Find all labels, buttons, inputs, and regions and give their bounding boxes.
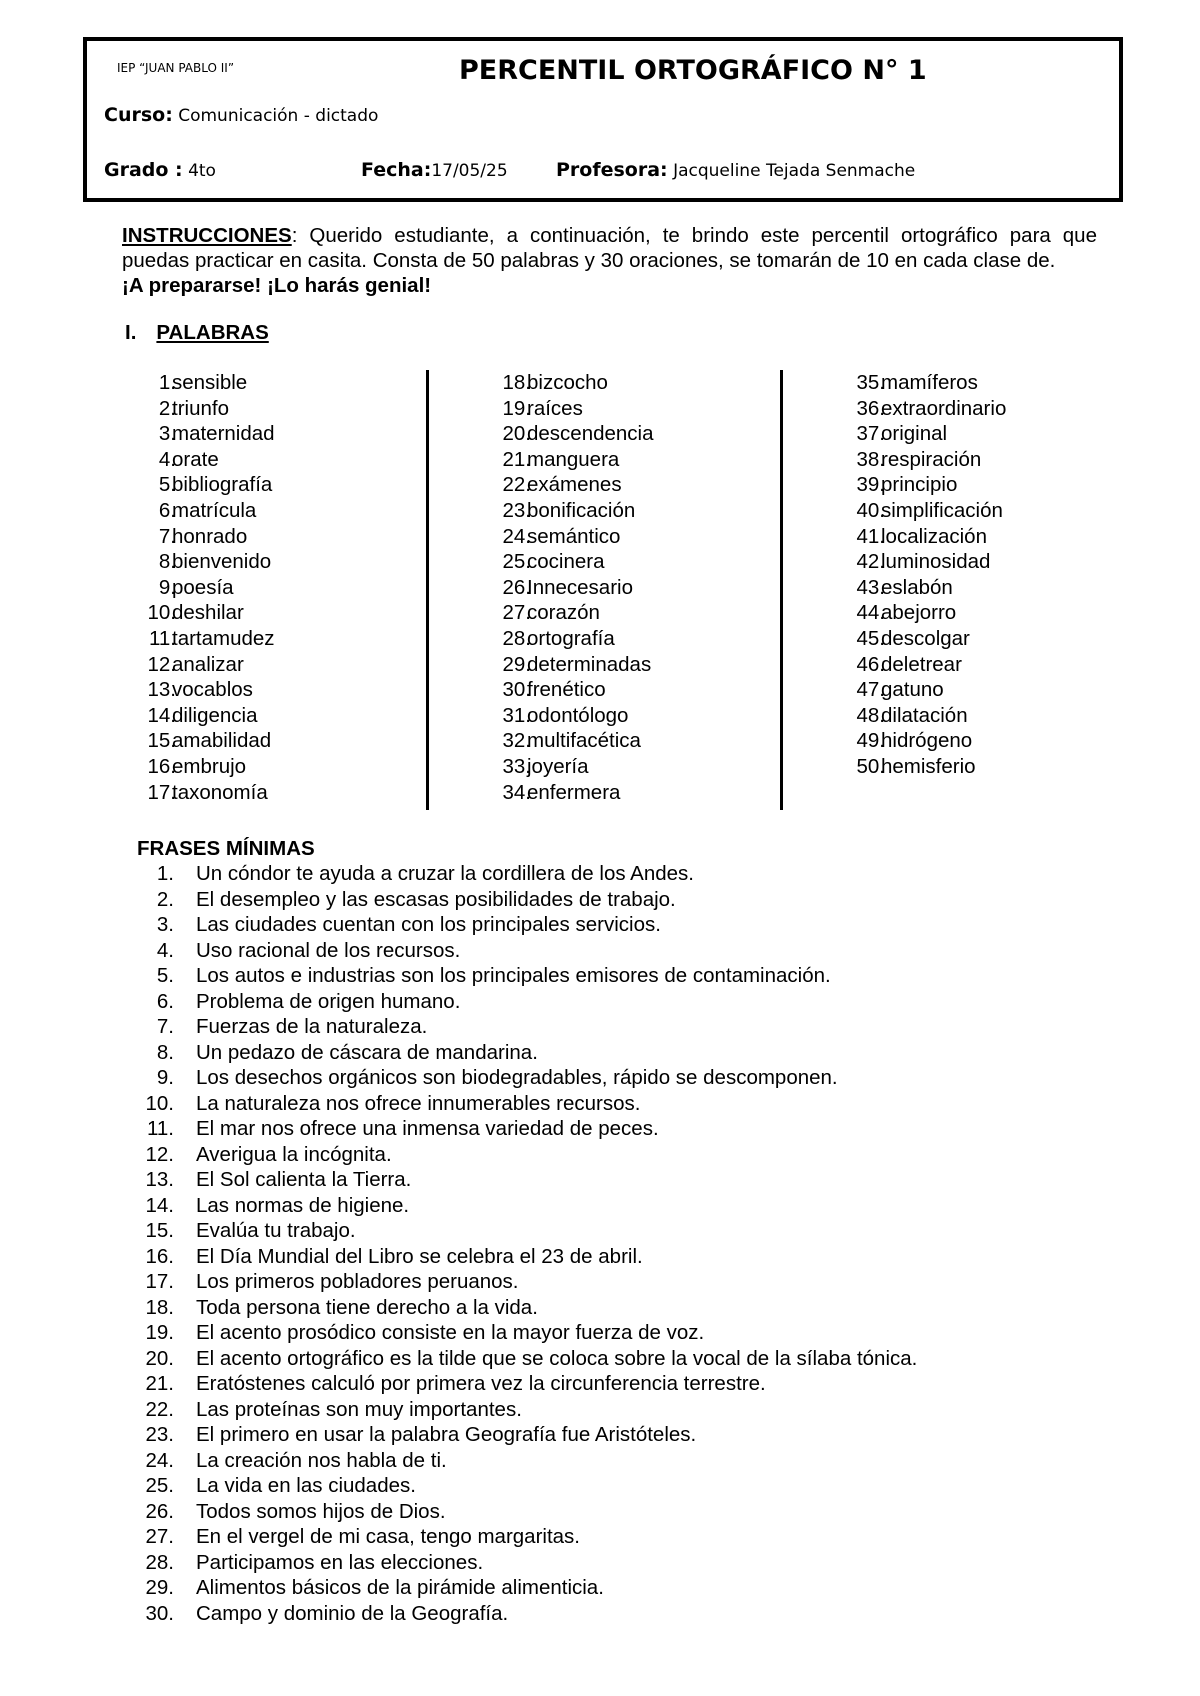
word-number: 27. [502,601,531,625]
fecha-value: 17/05/25 [431,161,508,181]
word-column-2 [475,370,775,805]
word-item [829,677,1129,703]
word-item [120,754,420,780]
phrase-text: La naturaleza nos ofrece innumerables recursos. [196,1091,641,1115]
word-text: orate [172,447,219,471]
word-text: principio [881,473,958,497]
word-text: bibliografía [172,473,273,497]
phrase-text: Todos somos hijos de Dios. [196,1499,446,1523]
word-text: determinadas [527,652,652,676]
phrase-text: El primero en usar la palabra Geografía fue Aristóteles. [196,1423,697,1446]
phrase-text: Los primeros pobladores peruanos. [196,1270,519,1293]
word-text: mamíferos [881,371,978,394]
profesora-value: Jacqueline Tejada Senmache [673,161,916,181]
word-text: extraordinario [881,396,1007,420]
word-number: 50. [856,754,885,778]
phrase-text: La vida en las ciudades. [196,1474,416,1497]
word-item [120,447,420,473]
word-number: 21. [502,447,531,471]
word-item [475,703,775,729]
word-text: taxonomía [172,780,268,804]
word-item [475,728,775,754]
word-text: amabilidad [172,729,272,753]
word-number: 5. [158,473,176,497]
word-number: 15. [147,729,176,753]
word-item [829,703,1129,729]
word-text: semántico [527,524,621,548]
word-item [829,600,1129,626]
word-number: 43. [856,575,885,599]
word-item [475,524,775,550]
word-number: 44. [856,601,885,625]
word-item [475,600,775,626]
profesora-label: Profesora: [556,159,668,181]
phrase-text: Un cóndor te ayuda a cruzar la cordillera de los Andes. [196,862,694,885]
column-divider [426,370,429,810]
phrase-text: Averigua la incógnita. [196,1142,392,1166]
word-item [475,626,775,652]
phrase-text: Eratóstenes calculó por primera vez la circunferencia terrestre. [196,1372,766,1395]
word-number: 37. [856,422,885,446]
word-number: 47. [856,678,885,702]
word-number: 32. [502,729,531,753]
word-text: odontólogo [527,703,629,727]
phrase-text: Los desechos orgánicos son biodegradables, rápido se descomponen. [196,1066,838,1089]
word-number: 20. [502,422,531,446]
phrase-text: Fuerzas de la naturaleza. [196,1015,428,1038]
word-number: 1. [158,371,176,394]
phrase-number: 18. [145,1295,174,1319]
word-text: vocablos [172,678,253,702]
word-column-3 [829,370,1129,780]
word-number: 10. [147,601,176,625]
phrase-text: Las normas de higiene. [196,1193,410,1217]
word-item [829,498,1129,524]
word-number: 38. [856,447,885,471]
phrase-text: Alimentos básicos de la pirámide alimenticia. [196,1576,604,1599]
word-number: 7. [158,524,176,548]
word-item [829,421,1129,447]
word-item [120,370,420,396]
word-text: dilatación [881,703,968,727]
word-text: ortografía [527,626,615,650]
instructions [122,223,1097,298]
phrase-number: 5. [156,964,174,987]
phrase-number: 15. [145,1219,174,1242]
section-words-heading [125,320,269,345]
phrase-number: 1. [156,862,174,885]
word-number: 35. [856,371,885,394]
word-item [120,652,420,678]
word-item [829,524,1129,550]
phrase-number: 10. [145,1091,174,1115]
phrase-number: 4. [156,938,174,962]
word-item [829,652,1129,678]
phrase-number: 7. [156,1015,174,1038]
word-number: 40. [856,498,885,522]
word-item [475,498,775,524]
word-number: 6. [158,498,176,522]
word-item [475,421,775,447]
fecha-label: Fecha: [361,159,432,181]
word-text: exámenes [527,473,622,497]
word-text: diligencia [172,703,258,727]
word-item [120,703,420,729]
word-item [120,396,420,422]
word-number: 17. [147,780,176,804]
word-number: 45. [856,626,885,650]
phrase-number: 3. [156,913,174,936]
word-item [475,549,775,575]
word-item [120,498,420,524]
word-text: original [881,422,948,446]
word-number: 4. [158,447,176,471]
word-text: localización [881,524,987,548]
word-number: 3. [158,422,176,446]
phrase-number: 20. [145,1346,174,1370]
word-number: 14. [147,703,176,727]
word-text: multifacética [527,729,641,753]
phrase-number: 14. [145,1193,174,1217]
word-text: bizcocho [527,371,608,394]
word-number: 2. [158,396,176,420]
phrase-text: Campo y dominio de la Geografía. [196,1601,509,1625]
phrase-number: 29. [145,1576,174,1599]
word-item [475,396,775,422]
profesora-line [556,159,915,181]
word-number: 24. [502,524,531,548]
word-item [120,600,420,626]
word-item [829,728,1129,754]
word-text: bienvenido [172,550,272,574]
phrase-number: 17. [145,1270,174,1293]
word-item [120,677,420,703]
phrase-number: 11. [147,1117,174,1140]
word-text: raíces [527,396,583,420]
word-item [475,780,775,806]
phrase-text: Participamos en las elecciones. [196,1550,484,1574]
word-number: 22. [502,473,531,497]
phrase-number: 27. [145,1525,174,1548]
word-item [120,549,420,575]
phrase-number: 24. [145,1448,174,1472]
word-item [475,575,775,601]
phrase-number: 26. [145,1499,174,1523]
phrase-text: Las proteínas son muy importantes. [196,1397,522,1421]
word-number: 36. [856,396,885,420]
school-name: IEP “JUAN PABLO II” [117,61,235,75]
word-number: 46. [856,652,885,676]
phrase-text: Los autos e industrias son los principales emisores de contaminación. [196,964,831,987]
phrase-number: 13. [145,1168,174,1191]
word-item [475,472,775,498]
phrase-number: 30. [145,1601,174,1625]
fecha-line [361,159,508,181]
phrase-text: El Sol calienta la Tierra. [196,1168,412,1191]
word-text: frenético [527,678,606,702]
word-number: 9. [158,575,176,599]
word-text: luminosidad [881,550,991,574]
word-number: 25. [502,550,531,574]
word-item [829,575,1129,601]
phrase-number: 28. [145,1550,174,1574]
phrase-number: 16. [145,1244,174,1268]
word-number: 8. [158,550,176,574]
phrase-number: 9. [156,1066,174,1089]
header-box [83,37,1123,202]
curso-line [104,104,378,126]
word-number: 33. [502,754,531,778]
word-item [120,626,420,652]
word-text: deshilar [172,601,244,625]
word-item [829,396,1129,422]
phrase-text: Un pedazo de cáscara de mandarina. [196,1040,538,1064]
phrase-text: La creación nos habla de ti. [196,1448,447,1472]
word-number: 39. [856,473,885,497]
word-number: 49. [856,729,885,753]
word-text: Innecesario [527,575,633,599]
word-item [120,472,420,498]
word-item [475,677,775,703]
word-item [829,754,1129,780]
section-phrases-title: FRASES MÍNIMAS [137,837,315,860]
word-text: joyería [527,754,589,778]
page-title: PERCENTIL ORTOGRÁFICO N° 1 [459,55,927,86]
word-item [475,652,775,678]
column-divider [780,370,783,810]
phrase-number: 21. [145,1372,174,1395]
word-text: maternidad [172,422,275,446]
phrase-text: El mar nos ofrece una inmensa variedad de peces. [196,1117,659,1140]
word-column-1 [120,370,420,805]
word-number: 18. [502,371,531,394]
phrase-number: 2. [156,887,174,911]
word-item [829,472,1129,498]
word-item [120,421,420,447]
word-number: 23. [502,498,531,522]
word-number: 48. [856,703,885,727]
word-text: sensible [172,371,248,394]
word-item [120,728,420,754]
word-text: respiración [881,447,982,471]
word-item [829,626,1129,652]
word-text: triunfo [172,396,229,420]
word-number: 16. [147,754,176,778]
phrase-text: El acento prosódico consiste en la mayor fuerza de voz. [196,1321,705,1344]
phrase-text: Toda persona tiene derecho a la vida. [196,1295,538,1319]
word-number: 19. [502,396,531,420]
word-number: 34. [502,780,531,804]
word-number: 31. [502,703,531,727]
word-text: corazón [527,601,600,625]
word-text: poesía [172,575,234,599]
word-item [829,447,1129,473]
phrase-text: Uso racional de los recursos. [196,938,461,962]
grado-line [104,159,216,181]
instructions-closing: ¡A prepararse! ¡Lo harás genial! [122,274,432,297]
grado-value: 4to [188,161,216,181]
word-number: 41. [856,524,885,548]
phrase-text: En el vergel de mi casa, tengo margaritas. [196,1525,580,1548]
word-number: 28. [502,626,531,650]
word-item [475,447,775,473]
word-text: abejorro [881,601,957,625]
word-item [475,754,775,780]
word-text: matrícula [172,498,257,522]
word-number: 12. [147,652,176,676]
section-words-numeral: I. [125,321,137,344]
word-text: simplificación [881,498,1003,522]
word-item [120,524,420,550]
word-text: honrado [172,524,248,548]
word-item [829,370,1129,396]
word-text: hidrógeno [881,729,973,753]
grado-label: Grado : [104,159,183,181]
phrase-text: El desempleo y las escasas posibilidades de trabajo. [196,887,676,911]
phrase-text: Problema de origen humano. [196,989,461,1013]
section-words-title: PALABRAS [156,321,269,344]
phrase-text: El acento ortográfico es la tilde que se coloca sobre la vocal de la sílaba tónica. [196,1346,918,1370]
word-text: gatuno [881,678,944,702]
word-text: descolgar [881,626,970,650]
word-item [475,370,775,396]
word-text: hemisferio [881,754,976,778]
instructions-text: : Querido estudiante, a continuación, te brindo este percentil ortográfico para que puedas practicar en casita. Consta de 50 palabras y 30 oraciones, se tomarán de 10 en cada clase de. [122,224,1097,272]
word-text: bonificación [527,498,636,522]
curso-label: Curso: [104,104,173,126]
word-number: 11. [149,626,176,650]
word-text: analizar [172,652,244,676]
phrase-number: 22. [145,1397,174,1421]
phrase-number: 19. [145,1321,174,1344]
curso-value: Comunicación - dictado [178,106,379,126]
word-number: 13. [147,678,176,702]
word-text: descendencia [527,422,654,446]
phrase-number: 23. [145,1423,174,1446]
phrase-number: 8. [156,1040,174,1064]
phrase-text: El Día Mundial del Libro se celebra el 23 de abril. [196,1244,643,1268]
phrase-number: 6. [156,989,174,1013]
phrase-text: Las ciudades cuentan con los principales servicios. [196,913,661,936]
phrase-number: 25. [145,1474,174,1497]
word-text: deletrear [881,652,962,676]
word-text: cocinera [527,550,605,574]
word-item [120,575,420,601]
word-text: embrujo [172,754,247,778]
word-text: enfermera [527,780,621,804]
word-item [829,549,1129,575]
word-number: 42. [856,550,885,574]
word-number: 26. [502,575,531,599]
instructions-label: INSTRUCCIONES [122,224,292,247]
word-number: 30. [502,678,531,702]
word-number: 29. [502,652,531,676]
word-text: eslabón [881,575,953,599]
phrase-number: 12. [145,1142,174,1166]
word-text: manguera [527,447,620,471]
phrase-text: Evalúa tu trabajo. [196,1219,356,1242]
word-text: tartamudez [172,626,275,650]
word-item [120,780,420,806]
